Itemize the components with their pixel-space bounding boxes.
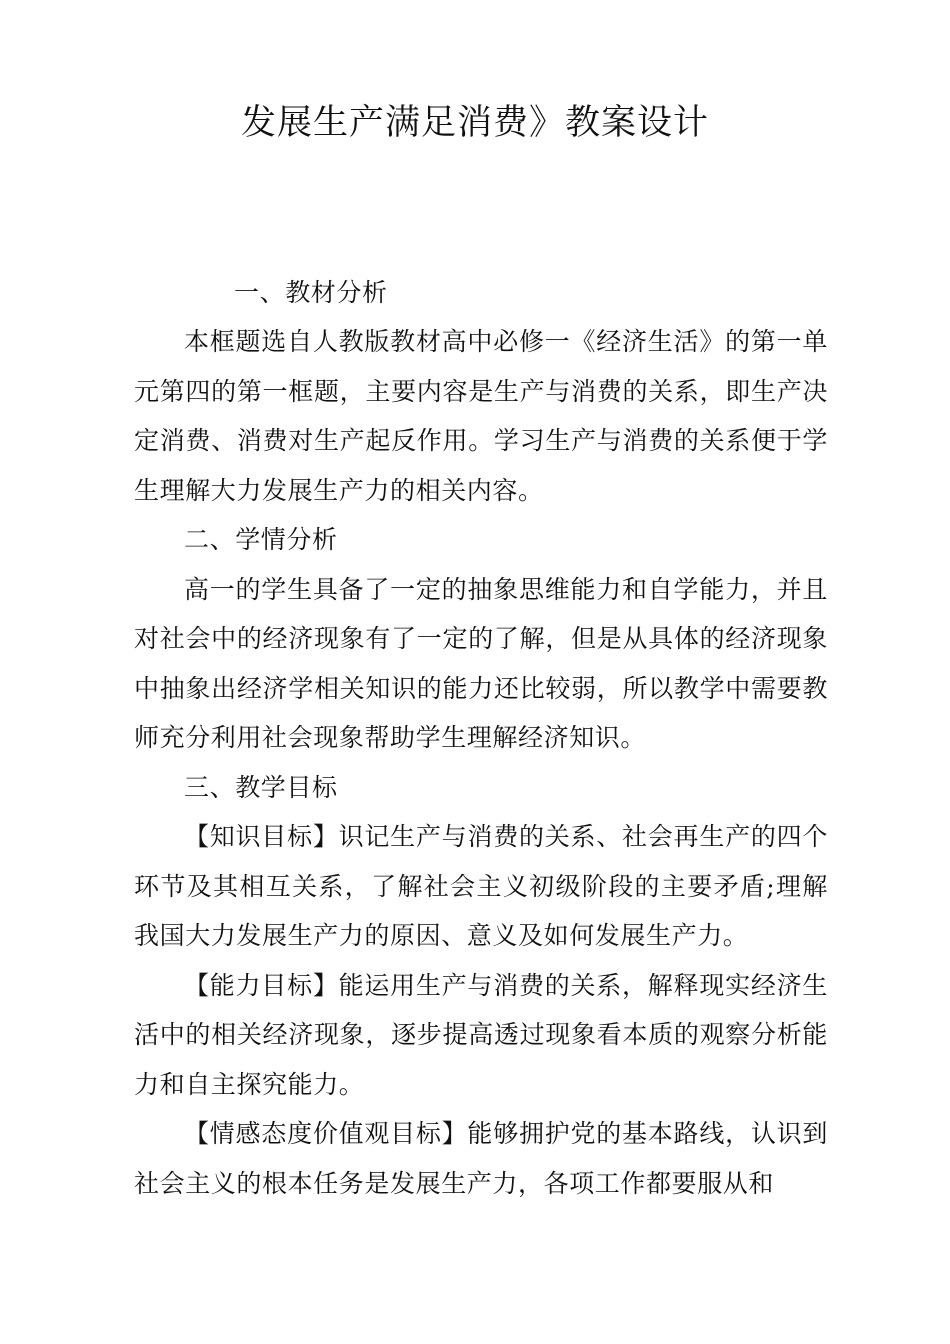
paragraph-knowledge-goal: 【知识目标】识记生产与消费的关系、社会再生产的四个环节及其相互关系，了解社会主义初级阶段的主要矛盾;理解我国大力发展生产力的原因、意义及如何发展生产力。 — [134, 822, 828, 950]
paragraph-student-analysis: 高一的学生具备了一定的抽象思维能力和自学能力，并且对社会中的经济现象有了一定的了解，但是从具体的经济现象中抽象出经济学相关知识的能力还比较弱，所以教学中需要教师充分利用社会现象帮助学生理解经济知识。 — [134, 574, 828, 752]
section-heading-teaching-material: 一、教材分析 — [234, 278, 388, 307]
paragraph-teaching-material: 本框题选自人教版教材高中必修一《经济生活》的第一单元第四的第一框题，主要内容是生产与消费的关系，即生产决定消费、消费对生产起反作用。学习生产与消费的关系便于学生理解大力发展生产力的相关内容。 — [134, 327, 828, 505]
section-heading-student-analysis: 二、学情分析 — [184, 525, 338, 554]
document-body — [134, 317, 828, 1208]
document-title: 发展生产满足消费》教案设计 — [240, 103, 709, 143]
paragraph-values-goal: 【情感态度价值观目标】能够拥护党的基本路线，认识到社会主义的根本任务是发展生产力，各项工作都要服从和 — [134, 1119, 828, 1198]
paragraph-ability-goal: 【能力目标】能运用生产与消费的关系，解释现实经济生活中的相关经济现象，逐步提高透过现象看本质的观察分析能力和自主探究能力。 — [134, 970, 828, 1099]
section-heading-teaching-goals: 三、教学目标 — [184, 772, 338, 802]
